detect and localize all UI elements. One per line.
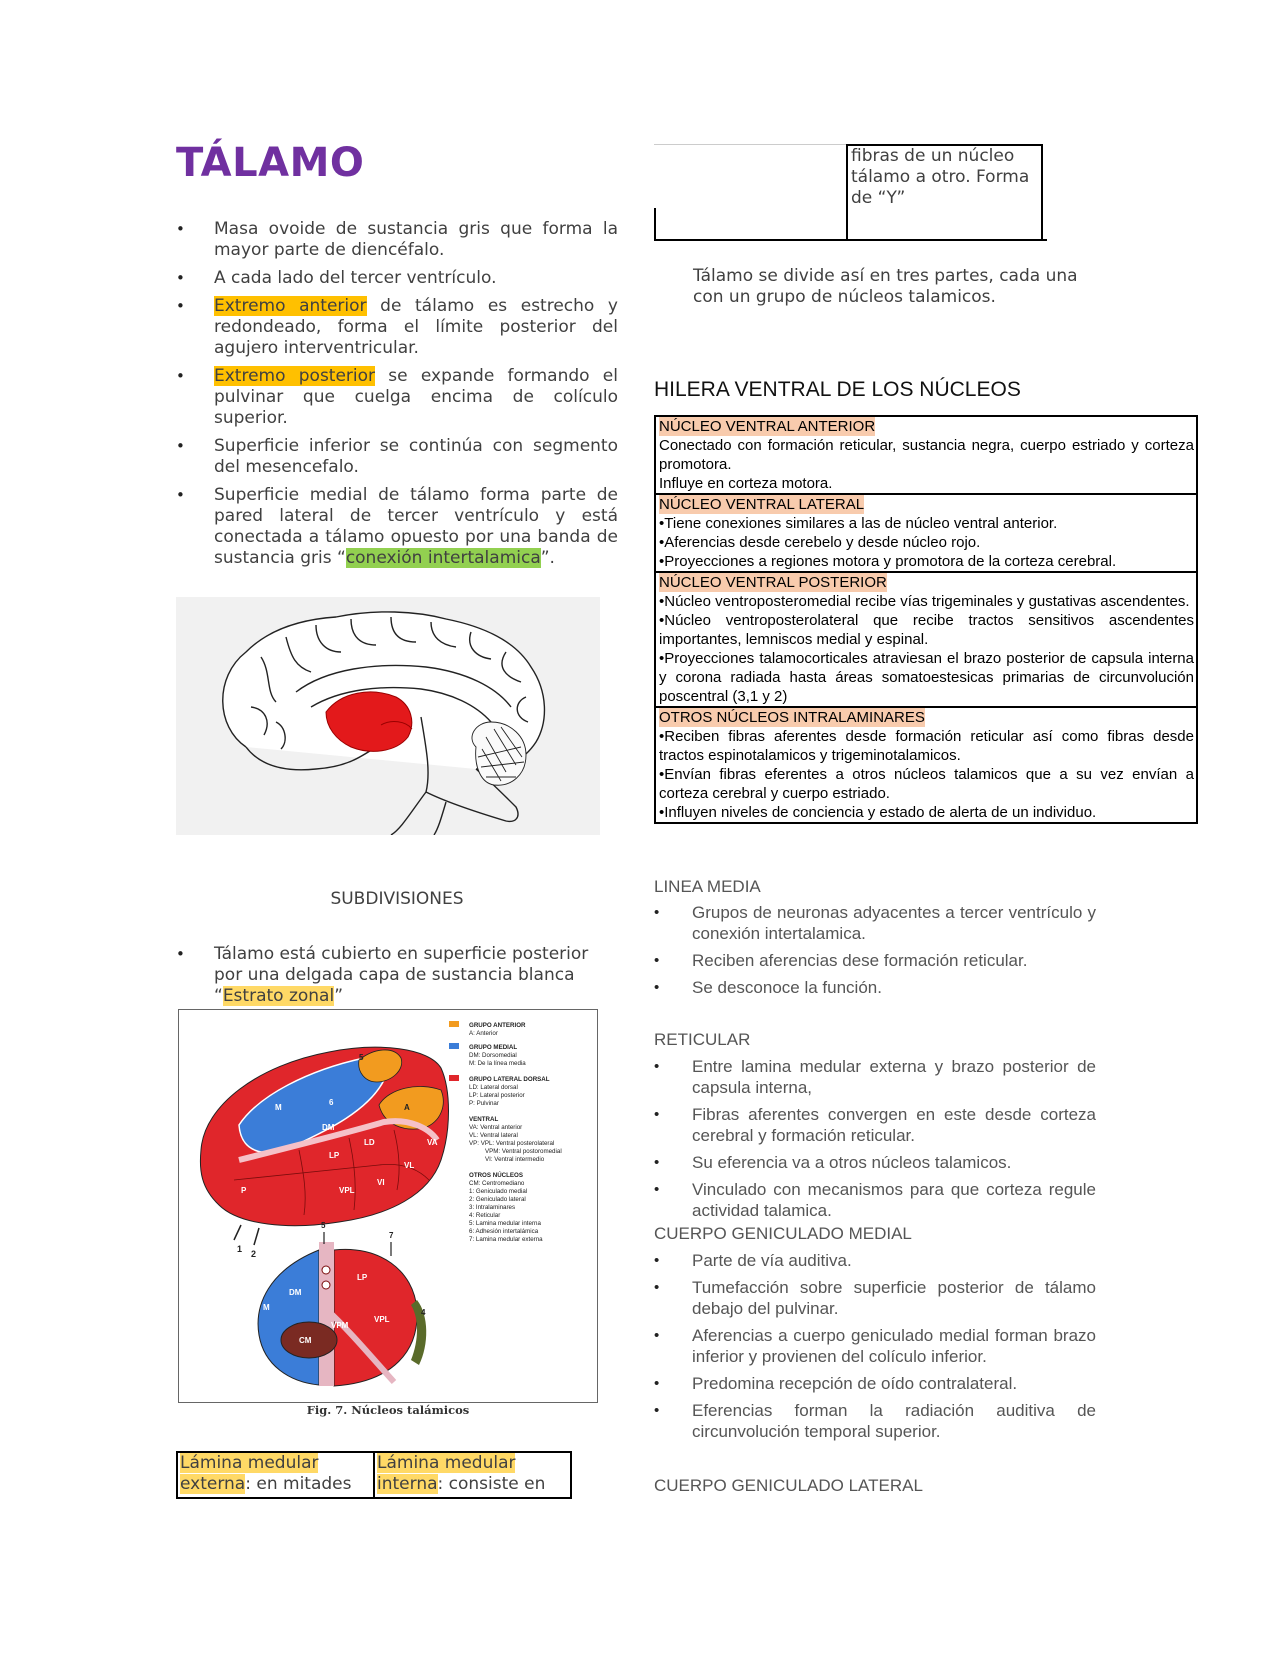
label-VPL: VPL — [339, 1186, 355, 1195]
table-row: OTROS NÚCLEOS INTRALAMINARES •Reciben fibras aferentes desde formación reticular así como fibras desde tractos espinotalamicos y trigeminotalamicos. •Envían fibras eferentes a otros núcleos talamicos que a su vez envían a corteza cerebral y cuerpo estriado. •Influyen niveles de conciencia y estado de alerta de un individuo. — [656, 706, 1196, 822]
label-LP2: LP — [357, 1273, 368, 1282]
table-border — [654, 239, 1047, 241]
legend-lp: LP: Lateral posterior — [469, 1092, 525, 1099]
legend-vi: VI: Ventral intermedio — [485, 1156, 545, 1163]
legend-vpm: VPM: Ventral postoromedial — [485, 1148, 562, 1155]
intro-bullet-list — [176, 219, 618, 576]
list-item: • Su eferencia va a otros núcleos talamicos. — [654, 1153, 1012, 1172]
list-item: • Reciben aferencias dese formación reticular. — [654, 951, 1028, 970]
legend-n1: 1: Geniculado medial — [469, 1188, 528, 1195]
lamina-table — [176, 1451, 572, 1499]
bullet-icon: • — [654, 1106, 660, 1123]
list-item: • Extremo anterior de tálamo es estrecho y redondeado, forma el límite posterior del agujero interventricular. — [176, 296, 618, 358]
bullet-icon: • — [176, 945, 185, 963]
figure-caption: Fig. 7. Núcleos talámicos — [306, 1403, 470, 1417]
continued-table-fragment — [654, 144, 1047, 241]
table-row: NÚCLEO VENTRAL ANTERIOR Conectado con formación reticular, sustancia negra, cuerpo estriado y corteza promotora. Influye en corteza motora. — [659, 418, 1194, 492]
label-P: P — [241, 1186, 247, 1195]
label-5b: 5 — [321, 1221, 326, 1230]
section-heading: HILERA VENTRAL DE LOS NÚCLEOS — [654, 378, 1021, 401]
reticular-heading: RETICULAR — [654, 1030, 751, 1049]
bullet-icon: • — [654, 1058, 660, 1075]
bullet-icon: • — [654, 1252, 660, 1269]
legend-grupo-medial: GRUPO MEDIAL — [469, 1044, 518, 1051]
list-item: • A cada lado del tercer ventrículo. — [176, 268, 497, 288]
list-item: • Predomina recepción de oído contralateral. — [654, 1374, 1018, 1393]
label-DM2: DM — [289, 1288, 302, 1297]
bullet-icon: • — [176, 297, 185, 315]
lamina-interna-cell: Lámina medular interna: consiste en — [373, 1453, 570, 1497]
legend-m: M: De la línea media — [469, 1060, 526, 1067]
label-1: 1 — [237, 1244, 243, 1254]
bullet-icon: • — [176, 269, 185, 287]
label-7: 7 — [389, 1231, 394, 1240]
list-item: • Tálamo está cubierto en superficie posterior por una delgada capa de sustancia blanca “Estrato zonal” — [176, 944, 589, 1006]
legend-vl: VL: Ventral lateral — [469, 1132, 518, 1139]
label-VA: VA — [427, 1138, 438, 1147]
label-A: A — [404, 1103, 410, 1112]
table-border — [654, 208, 656, 241]
thalamic-nuclei-figure — [178, 1009, 598, 1403]
reticular-list — [654, 1056, 1096, 1227]
page-title: TÁLAMO — [176, 140, 365, 186]
bullet-icon: • — [176, 437, 185, 455]
list-item: • Se desconoce la función. — [654, 978, 882, 997]
legend-va: VA: Ventral anterior — [469, 1124, 523, 1131]
legend-p: P: Pulvinar — [469, 1100, 499, 1107]
legend-n6: 6: Adhesión intertalámica — [469, 1228, 539, 1235]
list-item: • Tumefacción sobre superficie posterior de tálamo debajo del pulvinar. — [654, 1278, 1096, 1318]
cgl-heading: CUERPO GENICULADO LATERAL — [654, 1476, 923, 1495]
table-row: NÚCLEO VENTRAL LATERAL •Tiene conexiones similares a las de núcleo ventral anterior. •Aferencias desde cerebelo y desde núcleo rojo. •Proyecciones a regiones motora y promotora de la corteza cerebral. — [656, 493, 1196, 571]
bullet-icon: • — [654, 904, 660, 921]
nucleus-heading: NÚCLEO VENTRAL ANTERIOR — [659, 418, 876, 435]
table-border — [654, 144, 846, 145]
legend-otros: OTROS NÚCLEOS — [469, 1172, 523, 1179]
lamina-externa-cell: Lámina medular externa: en mitades — [180, 1453, 352, 1494]
label-5: 5 — [359, 1053, 364, 1062]
label-VI: VI — [377, 1178, 385, 1187]
legend-n4: 4: Reticular — [469, 1212, 501, 1219]
legend-ventral: VENTRAL — [469, 1116, 499, 1123]
label-CM: CM — [299, 1336, 312, 1345]
legend-cm: CM: Centromediano — [469, 1180, 525, 1187]
label-DM: DM — [322, 1123, 335, 1132]
divide-paragraph: Tálamo se divide así en tres partes, cada una con un grupo de núcleos talamicos. — [693, 266, 1078, 307]
legend-n2: 2: Geniculado lateral — [469, 1196, 526, 1203]
list-item: • Vinculado con mecanismos para que corteza regule actividad talamica. — [654, 1180, 1096, 1220]
highlighted-term: Estrato zonal — [222, 986, 335, 1006]
legend-dm: DM: Dorsomedial — [469, 1052, 517, 1059]
label-2: 2 — [251, 1249, 257, 1259]
highlighted-term: Extremo anterior — [214, 296, 367, 316]
highlighted-term: Extremo posterior — [214, 366, 376, 386]
linea-media-list — [654, 902, 1096, 1004]
highlighted-term: Lámina medular interna — [377, 1453, 516, 1494]
legend-vp: VP: VPL: Ventral posterolateral — [469, 1140, 555, 1147]
legend-n7: 7: Lamina medular externa — [469, 1236, 543, 1243]
legend-swatch-anterior — [449, 1021, 459, 1027]
list-item: • Parte de vía auditiva. — [654, 1251, 852, 1270]
bullet-icon: • — [654, 952, 660, 969]
bullet-icon: • — [176, 220, 185, 238]
nuclei-table — [654, 415, 1198, 824]
list-item: • Aferencias a cuerpo geniculado medial forman brazo inferior y provienen del colículo inferior. — [654, 1326, 1096, 1366]
list-item: • Superficie medial de tálamo forma parte de pared lateral de tercer ventrículo y está conectada a tálamo opuesto por una banda de sustancia gris “conexión intertalamica”. — [176, 485, 618, 568]
label-M: M — [275, 1103, 282, 1112]
label-4: 4 — [421, 1308, 426, 1317]
label-VPM: VPM — [331, 1321, 349, 1330]
subdivisiones-heading: SUBDIVISIONES — [330, 889, 464, 909]
bullet-icon: • — [654, 979, 660, 996]
legend-a: A: Anterior — [469, 1030, 498, 1037]
list-item: • Superficie inferior se continúa con segmento del mesencefalo. — [176, 436, 618, 477]
nucleus-heading: NÚCLEO VENTRAL LATERAL — [659, 496, 865, 513]
brain-illustration — [176, 597, 600, 835]
cgm-heading: CUERPO GENICULADO MEDIAL — [654, 1224, 912, 1243]
bullet-icon: • — [654, 1279, 660, 1296]
legend-swatch-medial — [449, 1043, 459, 1049]
label-6: 6 — [329, 1098, 334, 1107]
list-item: • Fibras aferentes convergen en este desde corteza cerebral y formación reticular. — [654, 1105, 1096, 1145]
bullet-icon: • — [654, 1402, 660, 1419]
bullet-icon: • — [654, 1154, 660, 1171]
label-LD: LD — [364, 1138, 375, 1147]
label-M2: M — [263, 1303, 270, 1312]
table-cell: fibras de un núcleo tálamo a otro. Forma de “Y” — [846, 144, 1043, 239]
label-LP: LP — [329, 1151, 340, 1160]
cgm-list — [654, 1250, 1096, 1448]
list-item: • Grupos de neuronas adyacentes a tercer ventrículo y conexión intertalamica. — [654, 903, 1096, 943]
legend-grupo-lateral: GRUPO LATERAL DORSAL — [469, 1076, 550, 1083]
bullet-icon: • — [654, 1375, 660, 1392]
highlighted-term: Lámina medular externa — [180, 1453, 319, 1494]
linea-media-heading: LINEA MEDIA — [654, 877, 761, 896]
highlighted-term: conexión intertalamica — [345, 548, 541, 568]
nucleus-heading: NÚCLEO VENTRAL POSTERIOR — [659, 574, 887, 591]
bullet-icon: • — [176, 486, 185, 504]
legend-n5: 5: Lamina medular interna — [469, 1220, 541, 1227]
label-VPL2: VPL — [374, 1315, 390, 1324]
nucleus-heading: OTROS NÚCLEOS INTRALAMINARES — [659, 709, 925, 726]
bullet-icon: • — [176, 367, 185, 385]
legend-ld: LD: Lateral dorsal — [469, 1084, 518, 1091]
estrato-bullet-list — [176, 944, 618, 1014]
bullet-icon: • — [654, 1327, 660, 1344]
table-row: NÚCLEO VENTRAL POSTERIOR •Núcleo ventroposteromedial recibe vías trigeminales y gustativas ascendentes. •Núcleo ventroposterolateral que recibe tractos sensitivos ascendentes importantes, lemniscos medial y espinal. •Proyecciones talamocorticales atraviesan el brazo posterior de capsula interna y corona radiada hasta áreas somatoestesicas primarias de circunvolución poscentral (3,1 y 2) — [656, 571, 1196, 706]
bullet-icon: • — [654, 1181, 660, 1198]
list-item: • Extremo posterior se expande formando el pulvinar que cuelga encima de colículo superior. — [176, 366, 618, 428]
brain-sagittal-image — [176, 597, 600, 835]
legend-n3: 3: Intralaminares — [469, 1204, 516, 1211]
legend-grupo-anterior: GRUPO ANTERIOR — [469, 1022, 526, 1029]
list-item: • Entre lamina medular externa y brazo posterior de capsula interna, — [654, 1057, 1096, 1097]
legend-swatch-lateral — [449, 1075, 459, 1081]
list-item: • Masa ovoide de sustancia gris que forma la mayor parte de diencéfalo. — [176, 219, 618, 260]
list-item: • Eferencias forman la radiación auditiva de circunvolución temporal superior. — [654, 1401, 1096, 1441]
thalamus-diagram — [179, 1010, 597, 1402]
label-VL: VL — [404, 1161, 415, 1170]
